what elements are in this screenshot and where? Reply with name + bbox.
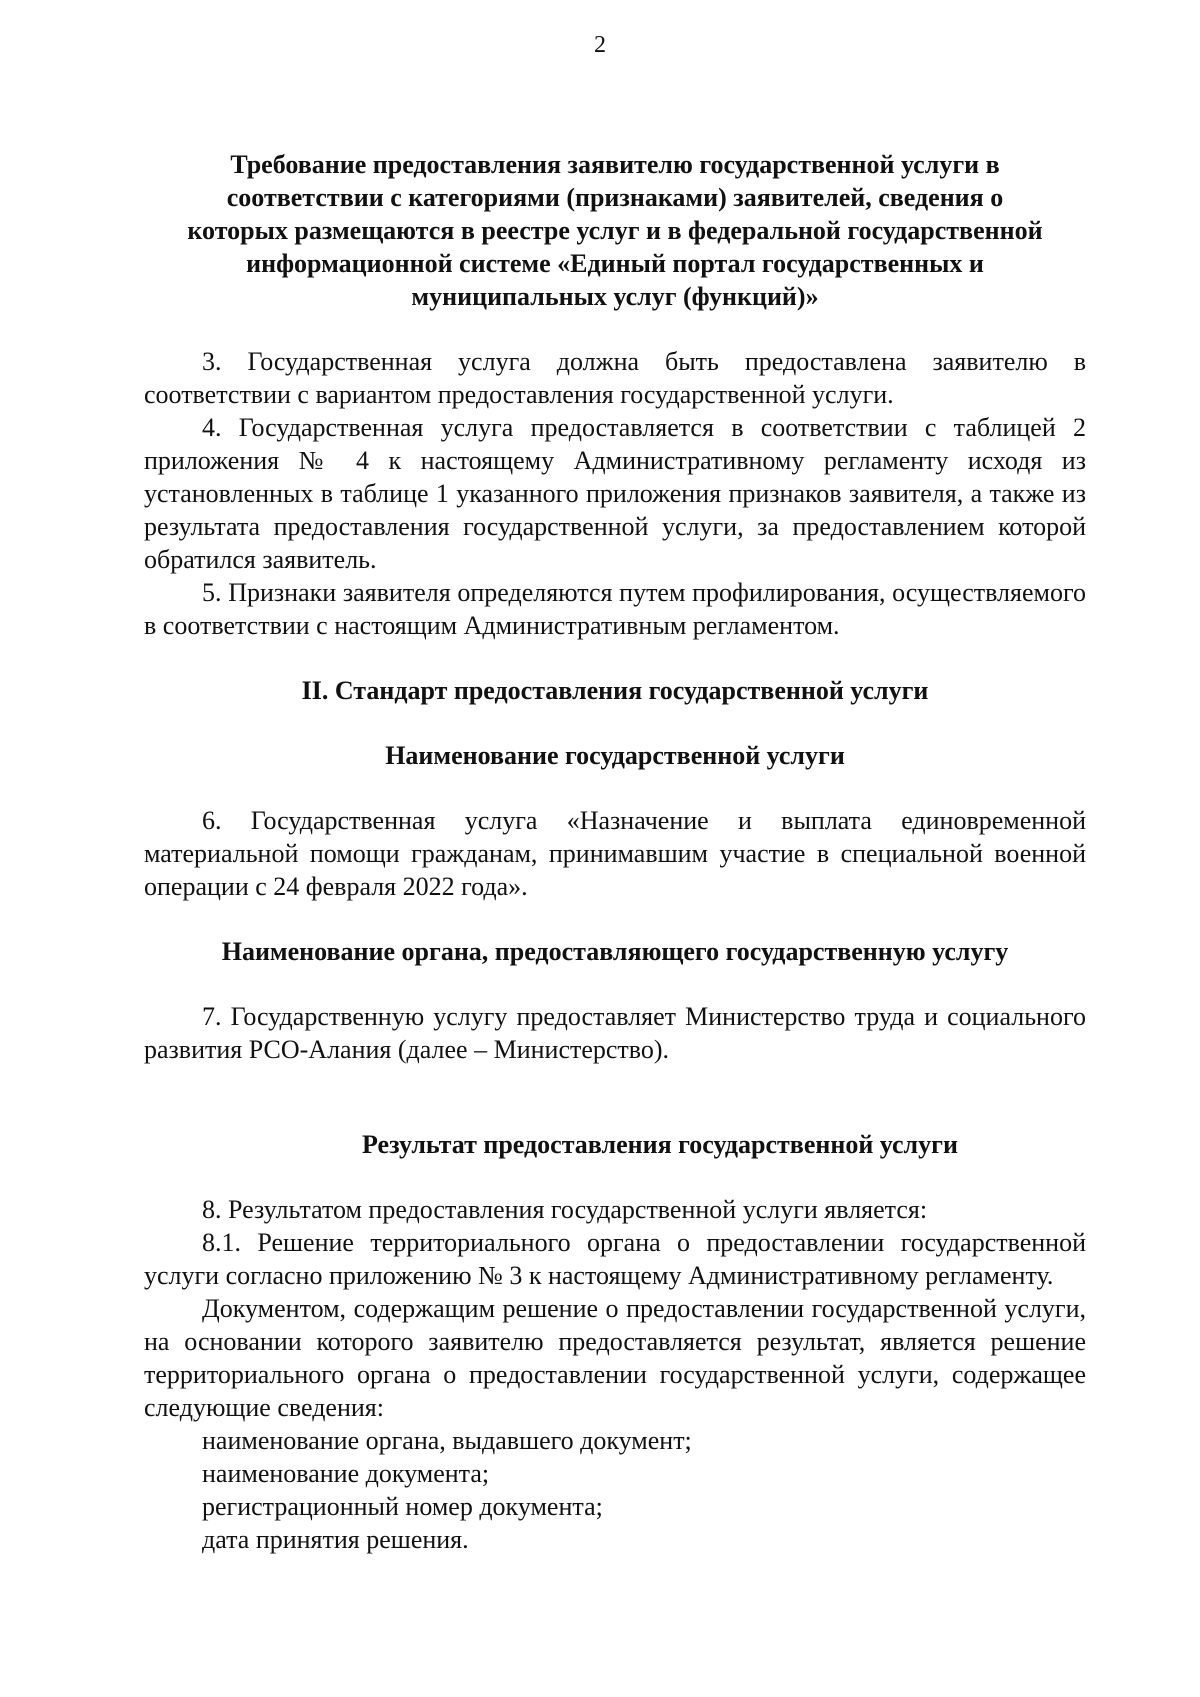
page-number: 2 (594, 32, 606, 58)
paragraph-6: 6. Государственная услуга «Назначение и выплата единовременной материальной помощи гражданам, принимавшим участие в специальной военной операции с 24 февраля 2022 года». (144, 806, 1086, 901)
section-2-title: II. Стандарт предоставления государственной услуги (301, 676, 929, 705)
heading-result: Результат предоставления государственной услуги (362, 1130, 958, 1159)
document-body (144, 148, 1086, 1556)
paragraph-5: 5. Признаки заявителя определяются путем профилирования, осуществляемого в соответствии с настоящим Административным регламентом. (144, 578, 1086, 640)
paragraph-result-document: Документом, содержащим решение о предоставлении государственной услуги, на основании которого заявителю предоставляется результат, является решение территориального органа о предоставлении государственной услуги, содержащее следующие сведения: (144, 1294, 1086, 1422)
heading-line: муниципальных услуг (функций)» (411, 282, 819, 311)
heading-line: которых размещаются в реестре услуг и в федеральной государственной (187, 216, 1043, 245)
heading-body-name: Наименование органа, предоставляющего государственную услугу (221, 937, 1009, 966)
paragraph-4: 4. Государственная услуга предоставляется в соответствии с таблицей 2 приложения № 4 к настоящему Административному регламенту исходя из установленных в таблице 1 указанного приложения признаков заявителя, а также из результата предоставления государственной услуги, за предоставлением которой обратился заявитель. (144, 413, 1086, 574)
heading-applicant-categories (144, 148, 1086, 313)
list-item: регистрационный номер документа; (202, 1492, 603, 1521)
heading-line: Требование предоставления заявителю государственной услуги в (230, 150, 1000, 179)
paragraph-8-1: 8.1. Решение территориального органа о предоставлении государственной услуги согласно приложению № 3 к настоящему Административному регламенту. (144, 1228, 1086, 1290)
paragraph-7: 7. Государственную услугу предоставляет Министерство труда и социального развития РСО-Алания (далее – Министерство). (144, 1002, 1086, 1064)
heading-line: информационной системе «Единый портал государственных и (246, 249, 984, 278)
paragraph-3: 3. Государственная услуга должна быть предоставлена заявителю в соответствии с вариантом предоставления государственной услуги. (144, 347, 1086, 409)
heading-line: соответствии с категориями (признаками) заявителей, сведения о (226, 183, 1004, 212)
list-item: наименование документа; (202, 1459, 490, 1488)
list-item: наименование органа, выдавшего документ; (202, 1426, 692, 1455)
list-item: дата принятия решения. (202, 1525, 469, 1554)
heading-service-name: Наименование государственной услуги (385, 741, 845, 770)
paragraph-8: 8. Результатом предоставления государственной услуги является: (202, 1195, 928, 1224)
